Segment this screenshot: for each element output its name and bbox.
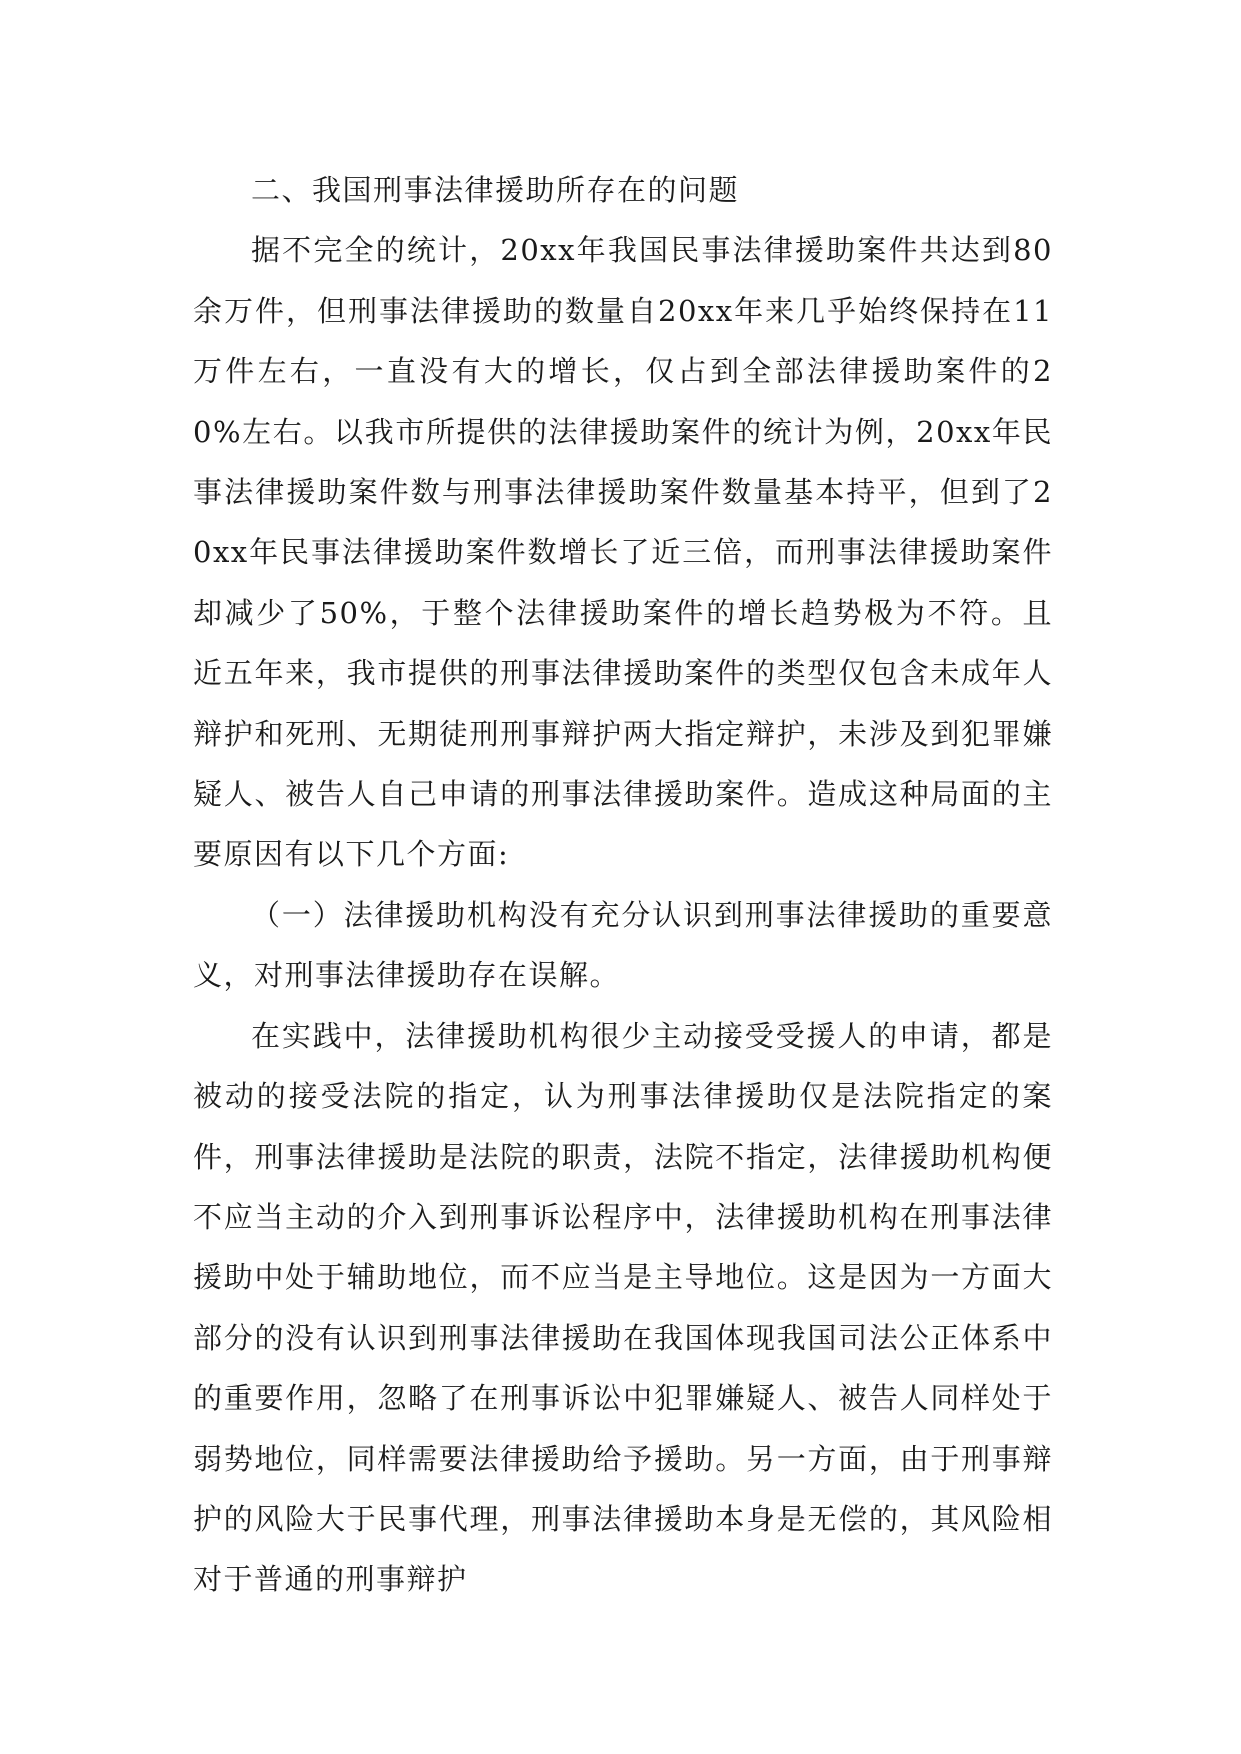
document-body (193, 160, 1053, 1610)
subsection-heading: （一）法律援助机构没有充分认识到刑事法律援助的重要意义，对刑事法律援助存在误解。 (193, 897, 1053, 993)
body-paragraph: 据不完全的统计，20xx年我国民事法律援助案件共达到80余万件，但刑事法律援助的数量自20xx年来几乎始终保持在11万件左右，一直没有大的增长，仅占到全部法律援助案件的20%左右。以我市所提供的法律援助案件的统计为例，20xx年民事法律援助案件数与刑事法律援助案件数量基本持平，但到了20xx年民事法律援助案件数增长了近三倍，而刑事法律援助案件却减少了50%，于整个法律援助案件的增长趋势极为不符。且近五年来，我市提供的刑事法律援助案件的类型仅包含未成年人辩护和死刑、无期徒刑刑事辩护两大指定辩护，未涉及到犯罪嫌疑人、被告人自己申请的刑事法律援助案件。造成这种局面的主要原因有以下几个方面: (193, 233, 1053, 872)
body-paragraph: 在实践中，法律援助机构很少主动接受受援人的申请，都是被动的接受法院的指定，认为刑事法律援助仅是法院指定的案件，刑事法律援助是法院的职责，法院不指定，法律援助机构便不应当主动的介入到刑事诉讼程序中，法律援助机构在刑事法律援助中处于辅助地位，而不应当是主导地位。这是因为一方面大部分的没有认识到刑事法律援助在我国体现我国司法公正体系中的重要作用，忽略了在刑事诉讼中犯罪嫌疑人、被告人同样处于弱势地位，同样需要法律援助给予援助。另一方面，由于刑事辩护的风险大于民事代理，刑事法律援助本身是无偿的，其风险相对于普通的刑事辩护 (193, 1018, 1053, 1597)
section-heading: 二、我国刑事法律援助所存在的问题 (251, 173, 740, 207)
